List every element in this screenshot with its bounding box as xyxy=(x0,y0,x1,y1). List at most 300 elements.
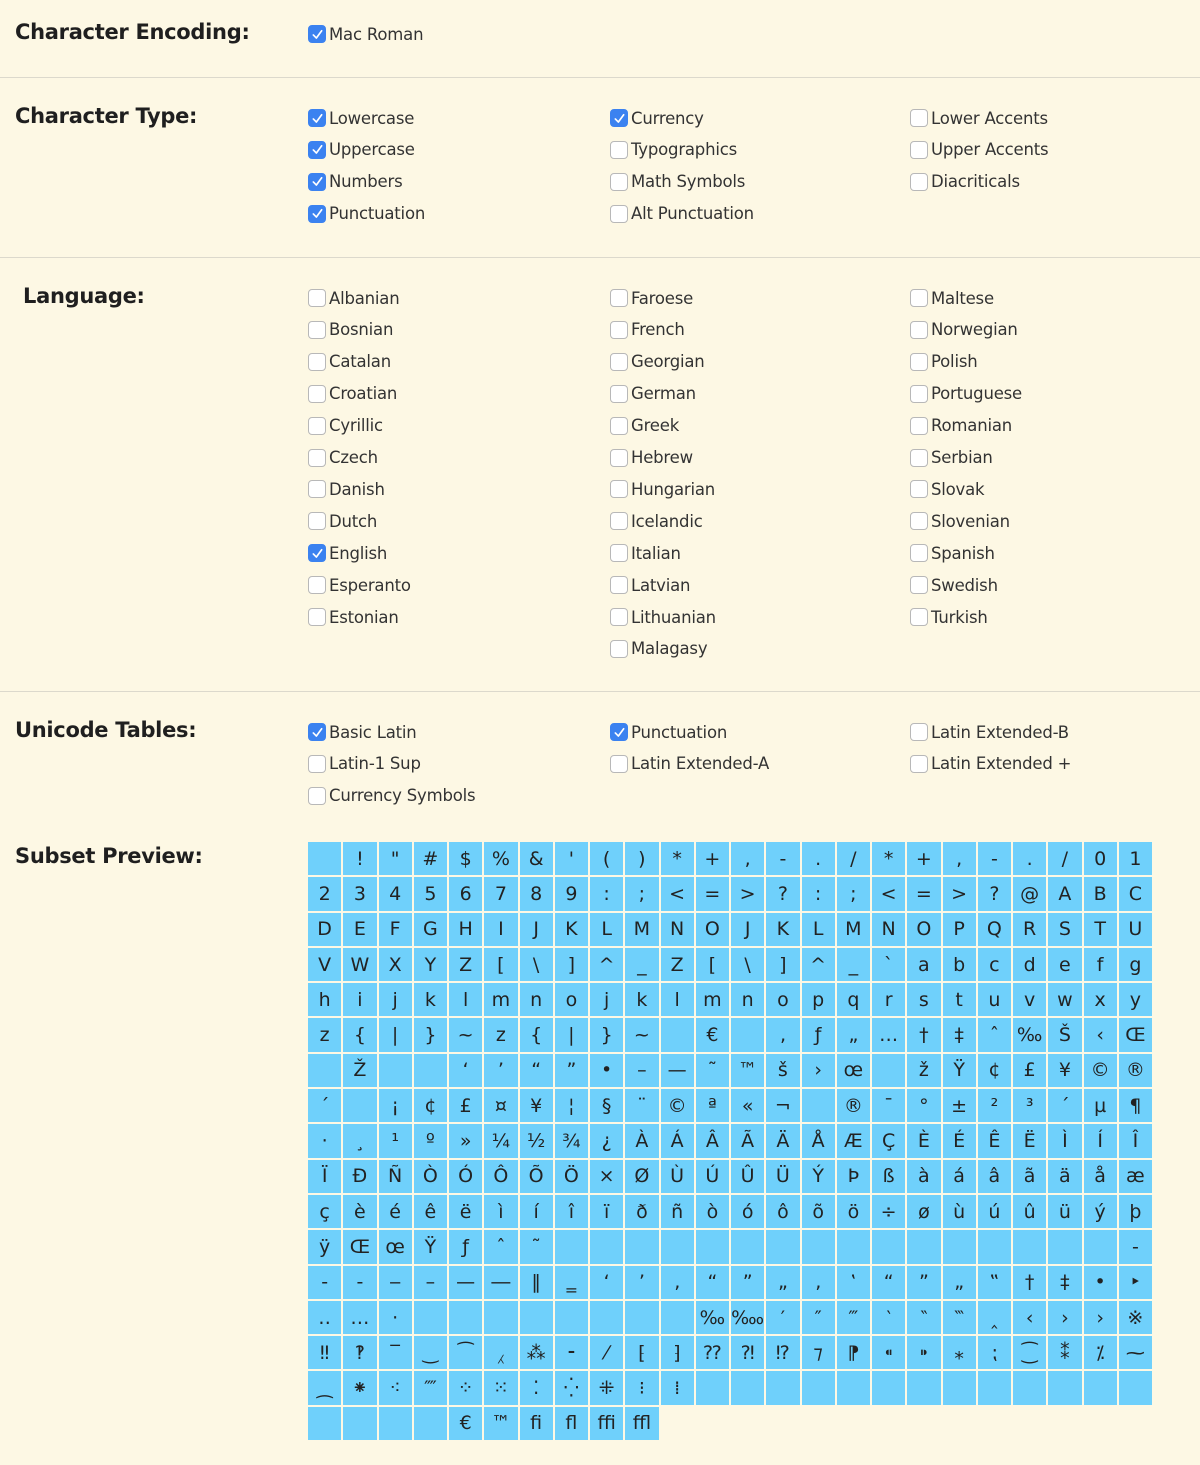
glyph-cell: 0 xyxy=(1084,842,1119,877)
checkbox-icon[interactable] xyxy=(910,723,928,741)
glyph-cell: Ý xyxy=(802,1160,837,1195)
option-label: Faroese xyxy=(631,288,694,308)
checkbox-czech[interactable] xyxy=(308,446,378,470)
checkbox-albanian[interactable] xyxy=(308,286,399,310)
glyph-cell xyxy=(978,1371,1013,1406)
checkbox-icon[interactable] xyxy=(610,385,628,403)
glyph-cell: ¢ xyxy=(414,1089,449,1124)
glyph-cell: ‼ xyxy=(308,1336,343,1371)
language-label: Language: xyxy=(23,284,145,308)
glyph-cell: ⁁ xyxy=(484,1336,519,1371)
glyph-cell: " xyxy=(379,842,414,877)
glyph-cell: ’ xyxy=(625,1266,660,1301)
checkbox-mac-roman[interactable] xyxy=(308,22,423,46)
glyph-cell: I xyxy=(484,913,519,948)
checkbox-lower-accents[interactable] xyxy=(910,106,1048,130)
glyph-cell: 5 xyxy=(414,877,449,912)
glyph-cell: O xyxy=(907,913,942,948)
checkbox-icon[interactable] xyxy=(910,173,928,191)
glyph-cell xyxy=(802,1089,837,1124)
checkbox-cyrillic[interactable] xyxy=(308,414,383,438)
checkbox-icon[interactable] xyxy=(308,353,326,371)
glyph-cell: } xyxy=(414,1018,449,1053)
checkbox-swedish[interactable] xyxy=(910,573,998,597)
checkbox-icon[interactable] xyxy=(910,576,928,594)
glyph-cell: ú xyxy=(978,1195,1013,1230)
checkbox-german[interactable] xyxy=(610,382,696,406)
checkbox-icon[interactable] xyxy=(610,109,628,127)
glyph-cell: u xyxy=(978,983,1013,1018)
glyph-cell: v xyxy=(1013,983,1048,1018)
glyph-cell: “ xyxy=(696,1266,731,1301)
glyph-cell: ” xyxy=(555,1054,590,1089)
glyph-cell: ô xyxy=(766,1195,801,1230)
glyph-cell: Ù xyxy=(661,1160,696,1195)
glyph-cell: ‐ xyxy=(308,1266,343,1301)
checkbox-slovak[interactable] xyxy=(910,477,984,501)
checkbox-faroese[interactable] xyxy=(610,286,693,310)
option-label: Turkish xyxy=(931,607,988,627)
checkmark-icon xyxy=(311,547,324,560)
option-label: Cyrillic xyxy=(329,416,383,436)
glyph-cell: / xyxy=(1048,842,1083,877)
glyph-cell: Ú xyxy=(696,1160,731,1195)
option-label: English xyxy=(329,543,388,563)
checkbox-icon[interactable] xyxy=(610,544,628,562)
glyph-cell: Š xyxy=(1048,1018,1083,1053)
checkbox-icon[interactable] xyxy=(308,141,326,159)
checkbox-latin-extended-b[interactable] xyxy=(910,720,1069,744)
glyph-cell: § xyxy=(590,1089,625,1124)
glyph-cell: 4 xyxy=(379,877,414,912)
checkbox-lowercase[interactable] xyxy=(308,106,414,130)
glyph-cell: › xyxy=(802,1054,837,1089)
checkmark-icon xyxy=(311,143,324,156)
checkbox-icon[interactable] xyxy=(610,640,628,658)
option-label: Norwegian xyxy=(931,320,1018,340)
glyph-cell: Í xyxy=(1084,1124,1119,1159)
option-label: Bosnian xyxy=(329,320,394,340)
checkbox-icon[interactable] xyxy=(308,417,326,435)
checkbox-icon[interactable] xyxy=(910,109,928,127)
checkbox-icelandic[interactable] xyxy=(610,509,703,533)
glyph-cell: ‡ xyxy=(1048,1266,1083,1301)
glyph-cell: Ñ xyxy=(379,1160,414,1195)
glyph-cell xyxy=(907,1230,942,1265)
checkbox-uppercase[interactable] xyxy=(308,138,415,162)
glyph-cell: o xyxy=(555,983,590,1018)
checkbox-icon[interactable] xyxy=(610,173,628,191)
checkbox-italian[interactable] xyxy=(610,541,681,565)
glyph-cell: ¯ xyxy=(872,1089,907,1124)
checkbox-estonian[interactable] xyxy=(308,605,399,629)
glyph-cell: ‚ xyxy=(802,1266,837,1301)
checkbox-icon[interactable] xyxy=(308,289,326,307)
glyph-cell: > xyxy=(943,877,978,912)
checkbox-polish[interactable] xyxy=(910,350,977,374)
checkbox-upper-accents[interactable] xyxy=(910,138,1048,162)
glyph-cell: ⁖ xyxy=(379,1371,414,1406)
glyph-cell: © xyxy=(661,1089,696,1124)
option-label: Latvian xyxy=(631,575,691,595)
checkbox-turkish[interactable] xyxy=(910,605,988,629)
glyph-cell: 6 xyxy=(449,877,484,912)
option-label: Math Symbols xyxy=(631,172,746,192)
checkbox-currency[interactable] xyxy=(610,106,704,130)
glyph-cell: ~ xyxy=(625,1018,660,1053)
checkbox-portuguese[interactable] xyxy=(910,382,1022,406)
checkbox-icon[interactable] xyxy=(308,608,326,626)
glyph-cell: l xyxy=(449,983,484,1018)
glyph-cell: ⁐ xyxy=(1013,1336,1048,1371)
checkbox-romanian[interactable] xyxy=(910,414,1012,438)
glyph-cell: › xyxy=(1084,1301,1119,1336)
option-label: Maltese xyxy=(931,288,994,308)
glyph-cell: ¨ xyxy=(625,1089,660,1124)
checkbox-greek[interactable] xyxy=(610,414,679,438)
glyph-cell xyxy=(308,842,343,877)
glyph-cell: ⁄ xyxy=(590,1336,625,1371)
checkbox-slovenian[interactable] xyxy=(910,509,1010,533)
glyph-cell xyxy=(625,1230,660,1265)
checkbox-icon[interactable] xyxy=(910,353,928,371)
checkbox-icon[interactable] xyxy=(910,385,928,403)
glyph-cell xyxy=(555,1301,590,1336)
option-label: Latin Extended + xyxy=(931,754,1072,774)
glyph-cell: Ã xyxy=(731,1124,766,1159)
checkbox-icon[interactable] xyxy=(610,723,628,741)
checkbox-georgian[interactable] xyxy=(610,350,705,374)
checkbox-icon[interactable] xyxy=(910,449,928,467)
glyph-cell: Y xyxy=(414,948,449,983)
glyph-cell: \ xyxy=(731,948,766,983)
glyph-cell: ? xyxy=(766,877,801,912)
glyph-cell: ´ xyxy=(1048,1089,1083,1124)
glyph-cell: Ï xyxy=(308,1160,343,1195)
glyph-cell: W xyxy=(343,948,378,983)
checkbox-icon[interactable] xyxy=(610,449,628,467)
option-label: Romanian xyxy=(931,416,1013,436)
glyph-cell: ‧ xyxy=(379,1301,414,1336)
checkbox-diacriticals[interactable] xyxy=(910,170,1020,194)
checkbox-icon[interactable] xyxy=(308,544,326,562)
glyph-cell: Á xyxy=(661,1124,696,1159)
glyph-cell: Õ xyxy=(520,1160,555,1195)
glyph-cell: À xyxy=(625,1124,660,1159)
glyph-cell: & xyxy=(520,842,555,877)
option-label: Esperanto xyxy=(329,575,411,595)
glyph-cell: ‟ xyxy=(978,1266,1013,1301)
glyph-cell: Z xyxy=(449,948,484,983)
option-label: Latin Extended-B xyxy=(931,722,1069,742)
checkbox-alt-punctuation[interactable] xyxy=(610,202,754,226)
glyph-cell: : xyxy=(802,877,837,912)
glyph-cell: ⁘ xyxy=(449,1371,484,1406)
glyph-cell: ' xyxy=(555,842,590,877)
glyph-cell: þ xyxy=(1119,1195,1154,1230)
glyph-cell: ⁕ xyxy=(343,1371,378,1406)
checkbox-malagasy[interactable] xyxy=(610,637,707,661)
checkbox-icon[interactable] xyxy=(910,512,928,530)
checkbox-catalan[interactable] xyxy=(308,350,391,374)
checkbox-spanish[interactable] xyxy=(910,541,995,565)
glyph-cell: Ÿ xyxy=(943,1054,978,1089)
checkbox-english[interactable] xyxy=(308,541,387,565)
checkbox-icon[interactable] xyxy=(610,608,628,626)
glyph-cell: › xyxy=(1048,1301,1083,1336)
checkbox-latvian[interactable] xyxy=(610,573,690,597)
glyph-cell xyxy=(696,1230,731,1265)
checkbox-icon[interactable] xyxy=(610,353,628,371)
option-label: Catalan xyxy=(329,352,391,372)
checkbox-icon[interactable] xyxy=(610,141,628,159)
checkbox-icon[interactable] xyxy=(910,544,928,562)
option-label: Lithuanian xyxy=(631,607,716,627)
option-label: Currency Symbols xyxy=(329,786,476,806)
checkmark-icon xyxy=(311,207,324,220)
checkbox-icon[interactable] xyxy=(308,173,326,191)
glyph-cell: â xyxy=(978,1160,1013,1195)
glyph-cell: K xyxy=(555,913,590,948)
glyph-cell: ⁇ xyxy=(696,1336,731,1371)
glyph-cell: / xyxy=(837,842,872,877)
checkbox-esperanto[interactable] xyxy=(308,573,411,597)
checkbox-icon[interactable] xyxy=(610,755,628,773)
option-label: Malagasy xyxy=(631,639,708,659)
glyph-cell: ï xyxy=(590,1195,625,1230)
checkbox-latin-1-sup[interactable] xyxy=(308,752,421,776)
checkbox-icon[interactable] xyxy=(308,385,326,403)
divider xyxy=(0,77,1200,78)
glyph-cell: fi xyxy=(520,1407,555,1442)
glyph-cell: ‗ xyxy=(555,1266,590,1301)
checkbox-icon[interactable] xyxy=(910,608,928,626)
glyph-cell: ð xyxy=(625,1195,660,1230)
option-label: Lowercase xyxy=(329,108,415,128)
checkbox-serbian[interactable] xyxy=(910,446,993,470)
glyph-cell xyxy=(837,1230,872,1265)
checkbox-maltese[interactable] xyxy=(910,286,994,310)
glyph-cell: n xyxy=(520,983,555,1018)
glyph-cell: x xyxy=(1084,983,1119,1018)
glyph-cell: – xyxy=(414,1266,449,1301)
glyph-cell: H xyxy=(449,913,484,948)
glyph-cell xyxy=(625,1301,660,1336)
checkbox-icon[interactable] xyxy=(910,480,928,498)
checkbox-icon[interactable] xyxy=(910,755,928,773)
checkbox-math-symbols[interactable] xyxy=(610,170,745,194)
glyph-cell: ¦ xyxy=(555,1089,590,1124)
checkbox-icon[interactable] xyxy=(910,417,928,435)
checkbox-danish[interactable] xyxy=(308,477,385,501)
glyph-cell: ; xyxy=(837,877,872,912)
glyph-cell: û xyxy=(1013,1195,1048,1230)
checkbox-icon[interactable] xyxy=(308,512,326,530)
checkbox-hungarian[interactable] xyxy=(610,477,715,501)
glyph-cell: € xyxy=(696,1018,731,1053)
glyph-cell: { xyxy=(343,1018,378,1053)
glyph-cell: Ø xyxy=(625,1160,660,1195)
glyph-cell: ‛ xyxy=(837,1266,872,1301)
glyph-cell: . xyxy=(1013,842,1048,877)
option-label: Latin-1 Sup xyxy=(329,754,421,774)
checkbox-punctuation[interactable] xyxy=(610,720,727,744)
glyph-cell xyxy=(308,1407,343,1442)
glyph-cell xyxy=(661,1230,696,1265)
glyph-cell: š xyxy=(766,1054,801,1089)
glyph-cell: ™ xyxy=(484,1407,519,1442)
glyph-cell: à xyxy=(907,1160,942,1195)
character-type-label: Character Type: xyxy=(15,104,198,128)
checkbox-basic-latin[interactable] xyxy=(308,720,417,744)
checkbox-dutch[interactable] xyxy=(308,509,377,533)
glyph-cell: µ xyxy=(1084,1089,1119,1124)
glyph-cell: … xyxy=(343,1301,378,1336)
glyph-cell: R xyxy=(1013,913,1048,948)
glyph-cell: ⁝ xyxy=(625,1371,660,1406)
glyph-cell: ′ xyxy=(766,1301,801,1336)
glyph-cell: ~ xyxy=(449,1018,484,1053)
glyph-cell: – xyxy=(625,1054,660,1089)
glyph-cell: Ç xyxy=(872,1124,907,1159)
glyph-cell: X xyxy=(379,948,414,983)
checkmark-icon xyxy=(613,726,626,739)
glyph-cell xyxy=(802,1230,837,1265)
glyph-cell: Ò xyxy=(414,1160,449,1195)
option-label: Uppercase xyxy=(329,140,415,160)
glyph-cell: t xyxy=(943,983,978,1018)
checkbox-icon[interactable] xyxy=(610,417,628,435)
glyph-cell: ‹ xyxy=(1013,1301,1048,1336)
option-label: Polish xyxy=(931,352,978,372)
glyph-cell: É xyxy=(943,1124,978,1159)
glyph-cell: ö xyxy=(837,1195,872,1230)
glyph-cell: ^ xyxy=(802,948,837,983)
checkbox-bosnian[interactable] xyxy=(308,318,393,342)
glyph-cell: ç xyxy=(308,1195,343,1230)
checkbox-icon[interactable] xyxy=(308,205,326,223)
glyph-cell xyxy=(731,1230,766,1265)
option-label: Latin Extended-A xyxy=(631,754,770,774)
glyph-cell: ˊ xyxy=(308,1089,343,1124)
option-label: Currency xyxy=(631,108,704,128)
glyph-cell: ⁗ xyxy=(414,1371,449,1406)
checkbox-icon[interactable] xyxy=(910,141,928,159)
glyph-cell: ‘ xyxy=(449,1054,484,1089)
checkbox-icon[interactable] xyxy=(610,205,628,223)
checkbox-punctuation[interactable] xyxy=(308,202,425,226)
glyph-cell xyxy=(414,1301,449,1336)
checkbox-icon[interactable] xyxy=(308,723,326,741)
glyph-cell: S xyxy=(1048,913,1083,948)
glyph-cell: ` xyxy=(872,948,907,983)
checkbox-numbers[interactable] xyxy=(308,170,402,194)
glyph-cell: [ xyxy=(696,948,731,983)
checkbox-icon[interactable] xyxy=(910,321,928,339)
glyph-cell: Ä xyxy=(766,1124,801,1159)
glyph-cell xyxy=(414,1054,449,1089)
checkbox-croatian[interactable] xyxy=(308,382,397,406)
glyph-cell: ý xyxy=(1084,1195,1119,1230)
glyph-cell: Z xyxy=(661,948,696,983)
glyph-cell: ‰ xyxy=(696,1301,731,1336)
checkbox-icon[interactable] xyxy=(308,480,326,498)
glyph-cell: n xyxy=(731,983,766,1018)
checkbox-latin-extended-a[interactable] xyxy=(610,752,769,776)
glyph-cell xyxy=(555,1230,590,1265)
checkbox-lithuanian[interactable] xyxy=(610,605,716,629)
checkbox-icon[interactable] xyxy=(610,512,628,530)
glyph-cell: F xyxy=(379,913,414,948)
glyph-cell: D xyxy=(308,913,343,948)
checkbox-icon[interactable] xyxy=(610,576,628,594)
option-label: Punctuation xyxy=(631,722,728,742)
glyph-cell xyxy=(661,1301,696,1336)
glyph-cell: : xyxy=(590,877,625,912)
checkbox-icon[interactable] xyxy=(308,576,326,594)
option-label: Icelandic xyxy=(631,511,703,531)
glyph-cell: s xyxy=(907,983,942,1018)
checkbox-icon[interactable] xyxy=(308,109,326,127)
checkbox-icon[interactable] xyxy=(308,787,326,805)
checkbox-icon[interactable] xyxy=(610,480,628,498)
checkbox-currency-symbols[interactable] xyxy=(308,784,475,808)
checkbox-latin-extended[interactable] xyxy=(910,752,1071,776)
glyph-cell: „ xyxy=(943,1266,978,1301)
glyph-cell: y xyxy=(1119,983,1154,1018)
checkbox-french[interactable] xyxy=(610,318,685,342)
glyph-cell: L xyxy=(802,913,837,948)
glyph-cell: [ xyxy=(484,948,519,983)
glyph-cell xyxy=(1084,1371,1119,1406)
glyph-cell: Å xyxy=(802,1124,837,1159)
checkbox-icon[interactable] xyxy=(308,755,326,773)
subset-preview-grid xyxy=(308,842,1154,1442)
glyph-cell: † xyxy=(1013,1266,1048,1301)
glyph-cell: 3 xyxy=(343,877,378,912)
glyph-cell: ‘ xyxy=(590,1266,625,1301)
glyph-cell: ― xyxy=(484,1266,519,1301)
glyph-cell: ) xyxy=(625,842,660,877)
glyph-cell: ⁉ xyxy=(766,1336,801,1371)
glyph-cell xyxy=(379,1054,414,1089)
glyph-cell: — xyxy=(661,1054,696,1089)
glyph-cell: õ xyxy=(802,1195,837,1230)
glyph-cell: ò xyxy=(696,1195,731,1230)
checkbox-icon[interactable] xyxy=(308,321,326,339)
option-label: German xyxy=(631,384,696,404)
checkbox-icon[interactable] xyxy=(308,449,326,467)
glyph-cell: ⁛ xyxy=(555,1371,590,1406)
glyph-cell xyxy=(379,1407,414,1442)
checkbox-icon[interactable] xyxy=(610,321,628,339)
checkbox-norwegian[interactable] xyxy=(910,318,1018,342)
glyph-cell: | xyxy=(379,1018,414,1053)
checkbox-icon[interactable] xyxy=(910,289,928,307)
divider xyxy=(0,691,1200,692)
checkbox-hebrew[interactable] xyxy=(610,446,693,470)
glyph-cell: * xyxy=(872,842,907,877)
glyph-cell: C xyxy=(1119,877,1154,912)
glyph-cell: ã xyxy=(1013,1160,1048,1195)
checkbox-icon[interactable] xyxy=(308,25,326,43)
glyph-cell: ⁞ xyxy=(661,1371,696,1406)
checkbox-icon[interactable] xyxy=(610,289,628,307)
glyph-cell: A xyxy=(1048,877,1083,912)
checkbox-typographics[interactable] xyxy=(610,138,737,162)
glyph-cell: . xyxy=(802,842,837,877)
glyph-cell: B xyxy=(1084,877,1119,912)
